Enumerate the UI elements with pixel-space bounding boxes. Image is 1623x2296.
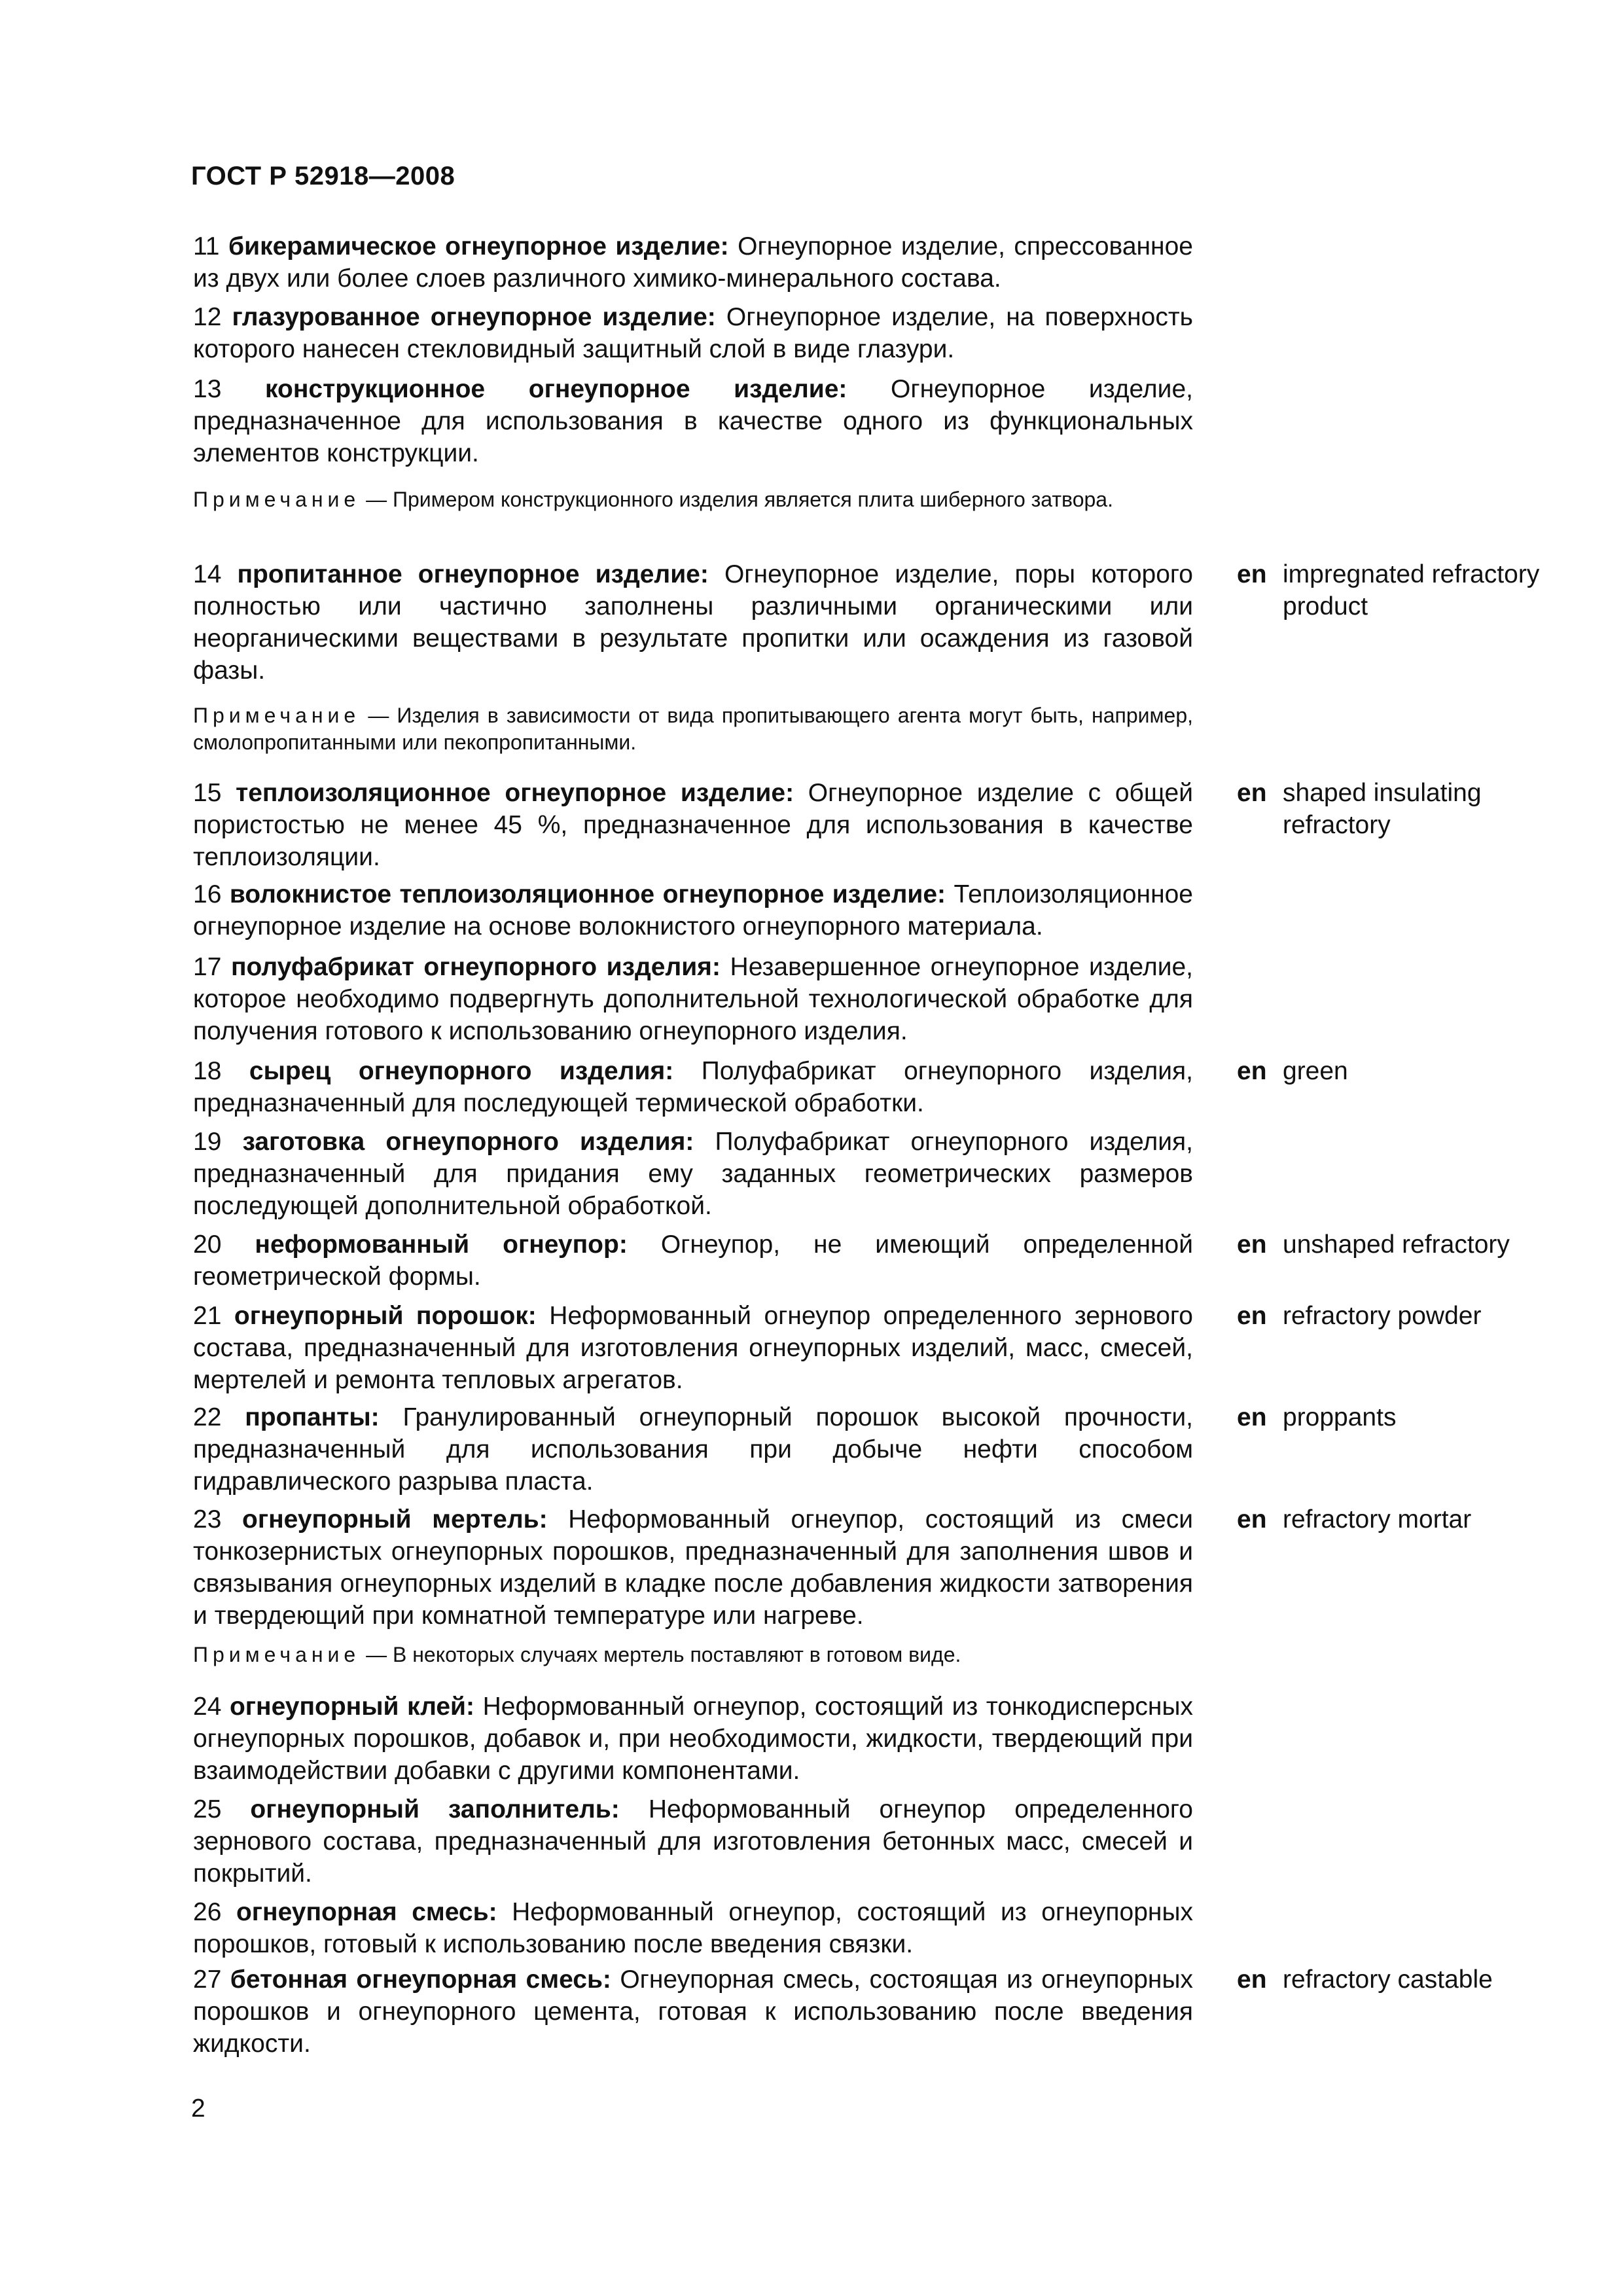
- note-text: — Примером конструкционного изделия является плита шиберного затвора.: [366, 488, 1113, 511]
- entry-number: 26: [193, 1898, 222, 1926]
- term-entry-21: [193, 1300, 1193, 1396]
- entry-number: 17: [193, 953, 222, 981]
- term-name: теплоизоляционное огнеупорное изделие:: [236, 779, 794, 807]
- term-entry-11: [193, 230, 1193, 295]
- term-entry-25: [193, 1793, 1193, 1890]
- entry-number: 20: [193, 1230, 222, 1259]
- note-label: Примечание: [193, 704, 361, 727]
- term-entry-13: [193, 373, 1193, 469]
- english-term: unshaped refractory: [1283, 1230, 1510, 1259]
- term-entry-12: [193, 301, 1193, 365]
- term-name: неформованный огнеупор:: [255, 1230, 628, 1259]
- language-code: en: [1237, 779, 1267, 807]
- term-name: полуфабрикат огнеупорного изделия:: [230, 953, 721, 981]
- term-name: глазурованное огнеупорное изделие:: [232, 303, 716, 331]
- language-code: en: [1237, 1057, 1267, 1085]
- en-equivalent-23: [1237, 1503, 1558, 1535]
- term-name: огнеупорный мертель:: [242, 1505, 548, 1534]
- entry-number: 15: [193, 779, 222, 807]
- language-code: en: [1237, 1302, 1267, 1330]
- term-name: волокнистое теплоизоляционное огнеупорное изделие:: [229, 880, 946, 908]
- term-definition: Огнеупорное изделие с общей пористостью не менее 45 %, предназначенное для использования в качестве теплоизоляции.: [193, 779, 1193, 871]
- term-definition: Неформованный огнеупор, состоящий из огнеупорных порошков, готовый к использованию после введения связки.: [193, 1898, 1193, 1958]
- en-equivalent-20: [1237, 1229, 1558, 1261]
- term-entry-22: [193, 1401, 1193, 1498]
- term-definition: Огнеупорное изделие, на поверхность которого нанесен стекловидный защитный слой в виде глазури.: [193, 303, 1193, 363]
- note-1: [193, 486, 1193, 513]
- term-definition: Неформованный огнеупор, состоящий из тонкодисперсных огнеупорных порошков, добавок и, при необходимости, жидкости, твердеющий при взаимодействии добавки с другими компонентами.: [193, 1693, 1193, 1785]
- term-entry-14: [193, 558, 1193, 687]
- note-label: Примечание: [193, 1643, 361, 1666]
- entry-number: 25: [193, 1795, 222, 1823]
- term-definition: Неформованный огнеупор определенного зернового состава, предназначенный для изготовления огнеупорных изделий, масс, смесей, мертелей и ремонта тепловых агрегатов.: [193, 1302, 1193, 1394]
- term-name: бетонная огнеупорная смесь:: [230, 1965, 611, 1994]
- entry-number: 18: [193, 1057, 222, 1085]
- entry-number: 24: [193, 1693, 222, 1721]
- note-text: — Изделия в зависимости от вида пропитывающего агента могут быть, например, смолопропитанными или пекопропитанными.: [193, 704, 1194, 754]
- term-name: огнеупорный порошок:: [234, 1302, 537, 1330]
- entry-number: 21: [193, 1302, 222, 1330]
- entry-number: 23: [193, 1505, 222, 1534]
- en-equivalent-18: [1237, 1055, 1558, 1087]
- term-entry-19: [193, 1126, 1193, 1222]
- english-term: impregnated refractory product: [1283, 560, 1540, 620]
- term-entry-23: [193, 1503, 1193, 1632]
- note-2: [193, 702, 1193, 756]
- document-header: ГОСТ Р 52918—2008: [191, 162, 455, 190]
- term-name: сырец огнеупорного изделия:: [249, 1057, 674, 1085]
- term-definition: Полуфабрикат огнеупорного изделия, предназначенный для последующей термической обработки.: [193, 1057, 1193, 1117]
- term-definition: Неформованный огнеупор определенного зернового состава, предназначенный для изготовления бетонных масс, смесей и покрытий.: [193, 1795, 1193, 1888]
- language-code: en: [1237, 1403, 1267, 1431]
- term-definition: Огнеупорное изделие, поры которого полностью или частично заполнены различными органическими или неорганическими веществами в результате пропитки или осаждения из газовой фазы.: [193, 560, 1193, 685]
- en-equivalent-14: [1237, 558, 1558, 622]
- en-equivalent-27: [1237, 1964, 1558, 1996]
- entry-number: 14: [193, 560, 222, 588]
- entry-number: 13: [193, 375, 222, 403]
- term-name: пропитанное огнеупорное изделие:: [237, 560, 709, 588]
- entry-number: 19: [193, 1128, 222, 1156]
- term-name: заготовка огнеупорного изделия:: [242, 1128, 694, 1156]
- english-term: refractory powder: [1283, 1302, 1482, 1330]
- en-equivalent-21: [1237, 1300, 1558, 1332]
- term-definition: Незавершенное огнеупорное изделие, которое необходимо подвергнуть дополнительной технологической обработке для получения готового к использованию огнеупорного изделия.: [193, 953, 1194, 1045]
- english-term: refractory mortar: [1283, 1505, 1472, 1534]
- note-label: Примечание: [193, 488, 361, 511]
- entry-number: 12: [193, 303, 222, 331]
- term-definition: Неформованный огнеупор, состоящий из смеси тонкозернистых огнеупорных порошков, предназначенный для заполнения швов и связывания огнеупорных изделий в кладке после добавления жидкости затворения и твердеющий при комнатной температуре или нагреве.: [193, 1505, 1193, 1630]
- term-definition: Огнеупорное изделие, предназначенное для использования в качестве одного из функциональных элементов конструкции.: [193, 375, 1193, 467]
- language-code: en: [1237, 1230, 1267, 1259]
- note-3: [193, 1641, 1193, 1668]
- english-term: green: [1283, 1057, 1348, 1085]
- page-number: 2: [191, 2094, 205, 2123]
- term-definition: Гранулированный огнеупорный порошок высокой прочности, предназначенный для использования при добыче нефти способом гидравлического разрыва пласта.: [193, 1403, 1193, 1496]
- term-entry-16: [193, 878, 1193, 942]
- entry-number: 22: [193, 1403, 222, 1431]
- english-term: proppants: [1283, 1403, 1397, 1431]
- term-name: бикерамическое огнеупорное изделие:: [228, 232, 729, 260]
- entry-number: 11: [193, 232, 220, 260]
- entry-number: 16: [193, 880, 222, 908]
- en-equivalent-15: [1237, 777, 1558, 841]
- term-name: огнеупорная смесь:: [236, 1898, 497, 1926]
- term-definition: Полуфабрикат огнеупорного изделия, предназначенный для придания ему заданных геометрических размеров последующей дополнительной обработкой.: [193, 1128, 1193, 1220]
- term-definition: Огнеупор, не имеющий определенной геометрической формы.: [193, 1230, 1193, 1291]
- language-code: en: [1237, 1505, 1267, 1534]
- term-entry-15: [193, 777, 1193, 873]
- entry-number: 27: [193, 1965, 222, 1994]
- term-entry-26: [193, 1896, 1193, 1960]
- term-name: огнеупорный клей:: [229, 1693, 475, 1721]
- language-code: en: [1237, 1965, 1267, 1994]
- en-equivalent-22: [1237, 1401, 1558, 1433]
- english-term: shaped insulating refractory: [1283, 779, 1482, 839]
- term-entry-20: [193, 1229, 1193, 1293]
- term-entry-24: [193, 1691, 1193, 1787]
- term-entry-17: [193, 951, 1193, 1047]
- term-name: огнеупорный заполнитель:: [250, 1795, 620, 1823]
- term-definition: Огнеупорное изделие, спрессованное из двух или более слоев различного химико-минерального состава.: [193, 232, 1193, 293]
- term-definition: Огнеупорная смесь, состоящая из огнеупорных порошков и огнеупорного цемента, готовая к использованию после введения жидкости.: [193, 1965, 1193, 2058]
- term-entry-18: [193, 1055, 1193, 1119]
- language-code: en: [1237, 560, 1267, 588]
- english-term: refractory castable: [1283, 1965, 1493, 1994]
- term-entry-27: [193, 1964, 1193, 2060]
- note-text: — В некоторых случаях мертель поставляют в готовом виде.: [366, 1643, 961, 1666]
- term-name: конструкционное огнеупорное изделие:: [265, 375, 847, 403]
- term-name: пропанты:: [245, 1403, 380, 1431]
- term-definition: Теплоизоляционное огнеупорное изделие на основе волокнистого огнеупорного материала.: [193, 880, 1193, 941]
